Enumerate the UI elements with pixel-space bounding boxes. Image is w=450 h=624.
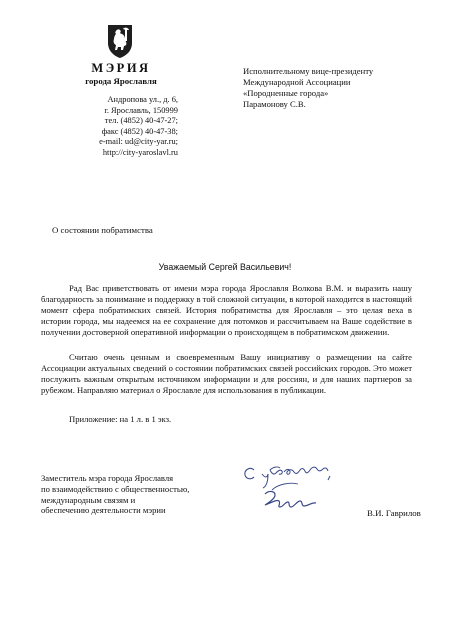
- org-subtitle: города Ярославля: [85, 76, 157, 86]
- signer-name: В.И. Гаврилов: [367, 508, 421, 518]
- org-title: МЭРИЯ: [91, 61, 151, 75]
- appendix-note: Приложение: на 1 л. в 1 экз.: [69, 414, 172, 424]
- website-line: http://city-yaroslavl.ru: [102, 147, 178, 157]
- addressee-block: [243, 66, 433, 110]
- fax-line: факс (4852) 40-47-38;: [101, 126, 178, 136]
- letter-subject: О состоянии побратимства: [52, 225, 153, 235]
- address-line: Андропова ул., д. 6,: [107, 95, 178, 104]
- email-line: e-mail: ud@city-yar.ru;: [99, 137, 178, 146]
- addressee-line: Международной Ассоциации: [243, 77, 351, 87]
- addressee-line: Исполнительному вице-президенту: [243, 66, 374, 76]
- addressee-name: Парамонову С.В.: [243, 99, 306, 109]
- salutation: Уважаемый Сергей Васильевич!: [158, 262, 292, 272]
- body-paragraph: Рад Вас приветствовать от имени мэра города Ярославля Волкова В.М. и выразить нашу благодарность за понимание и поддержку в той сложной ситуации, в которой находится в настоящий момент сфера побратимских связей. История побратимства для Ярославля – это целая веха в истории города, мы надеемся на ее сохранение для потомков и рассчитываем на Ваше содействие в получении достоверной оперативной информации о происходящем в побратимском движении.: [41, 283, 412, 337]
- signer-title-line: международным связям и: [41, 494, 136, 505]
- addressee-line: «Породненные города»: [243, 88, 329, 98]
- address-line: г. Ярославль, 150999: [104, 105, 178, 115]
- signer-title-line: обеспечению деятельности мэрии: [41, 505, 166, 516]
- handwritten-signature: [240, 460, 355, 522]
- signer-title-line: по взаимодействию с общественностью,: [41, 483, 190, 494]
- signer-title: [41, 473, 241, 516]
- org-address: [78, 95, 178, 158]
- yaroslavl-bear-crest-icon: [105, 23, 135, 59]
- phone-line: тел. (4852) 40-47-27;: [104, 116, 178, 125]
- signer-title-line: Заместитель мэра города Ярославля: [41, 473, 174, 483]
- body-paragraph: Считаю очень ценным и своевременным Вашу инициативу о размещении на сайте Ассоциации актуальных сведений о состоянии побратимских связей российских городов. Это может послужить важным открытым источником информации и для россиян, и для наших партнеров за рубежом. Направляю материал о Ярославле для использования в публикации.: [41, 352, 412, 395]
